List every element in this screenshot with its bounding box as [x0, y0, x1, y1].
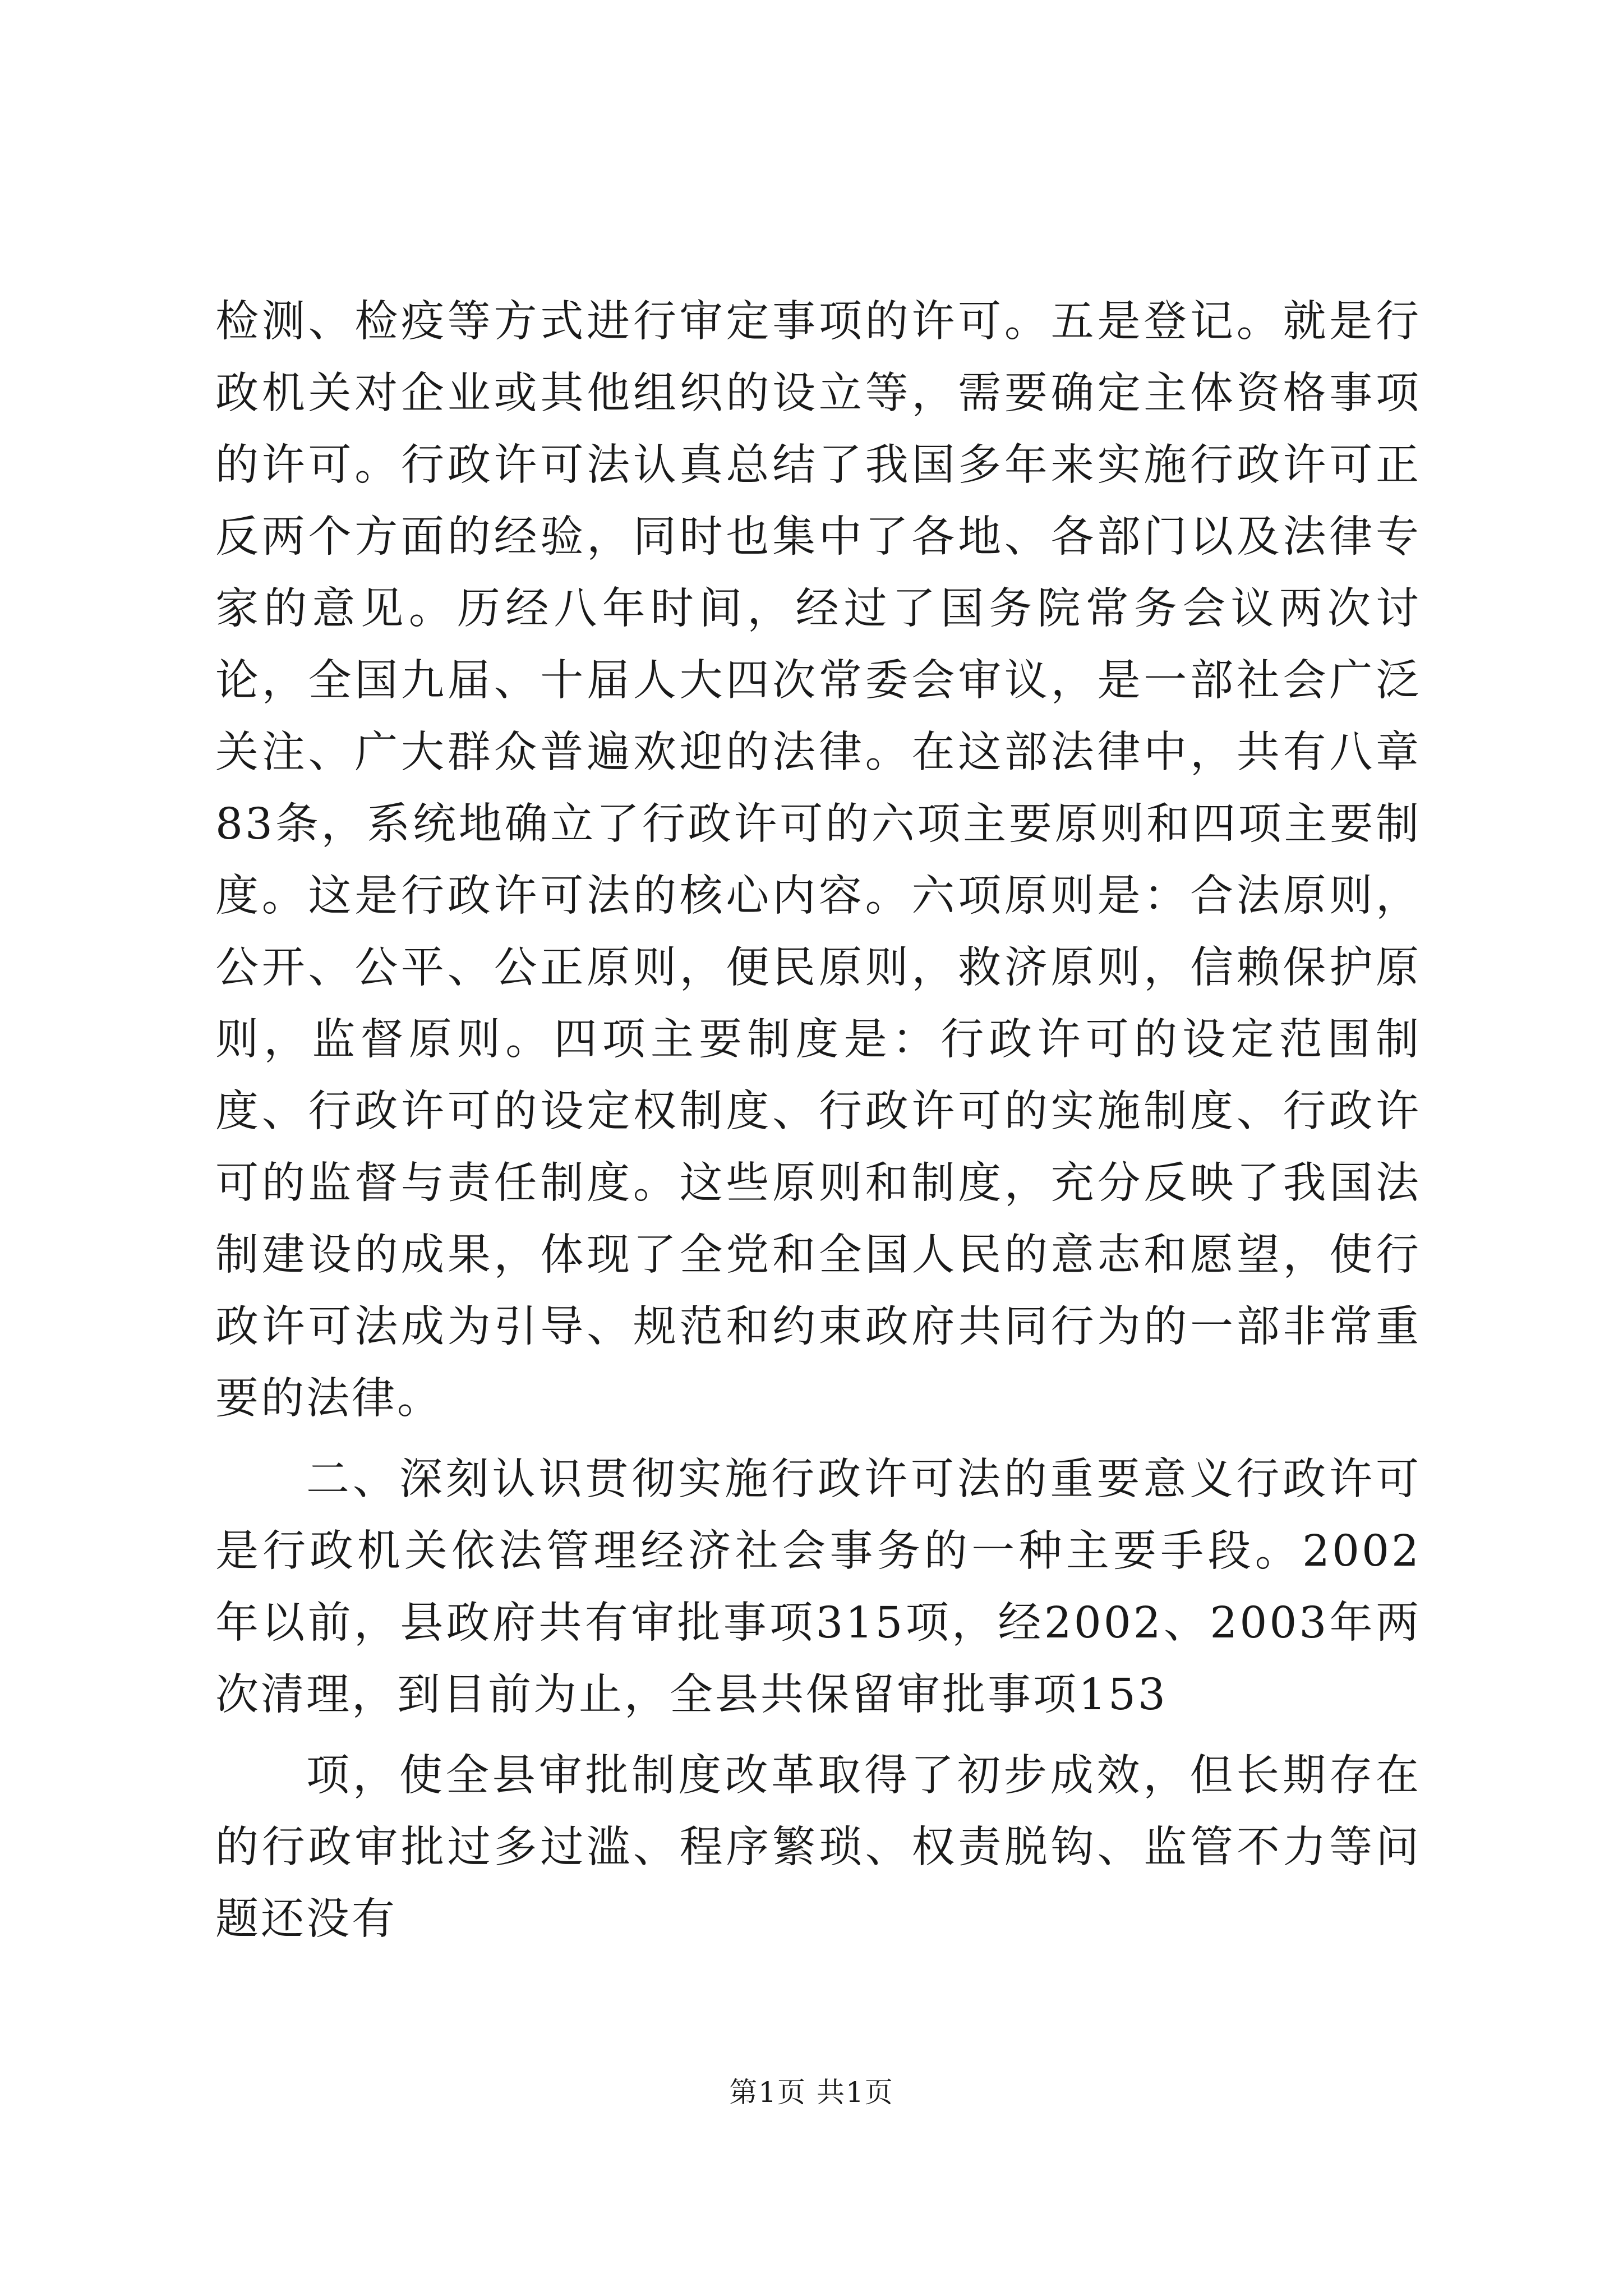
document-body	[215, 286, 1421, 1955]
paragraph-section-two: 二、深刻认识贯彻实施行政许可法的重要意义行政许可是行政机关依法管理经济社会事务的一种主要手段。2002年以前，县政府共有审批事项315项，经2002、2003年两次清理，到目前为止，全县共保留审批事项153	[215, 1455, 1421, 1720]
paragraph-continuation: 检测、检疫等方式进行审定事项的许可。五是登记。就是行政机关对企业或其他组织的设立等，需要确定主体资格事项的许可。行政许可法认真总结了我国多年来实施行政许可正反两个方面的经验，同时也集中了各地、各部门以及法律专家的意见。历经八年时间，经过了国务院常务会议两次讨论，全国九届、十届人大四次常委会审议，是一部社会广泛关注、广大群众普遍欢迎的法律。在这部法律中，共有八章83条，系统地确立了行政许可的六项主要原则和四项主要制度。这是行政许可法的核心内容。六项原则是：合法原则，公开、公平、公正原则，便民原则，救济原则，信赖保护原则，监督原则。四项主要制度是：行政许可的设定范围制度、行政许可的设定权制度、行政许可的实施制度、行政许可的监督与责任制度。这些原则和制度，充分反映了我国法制建设的成果，体现了全党和全国人民的意志和愿望，使行政许可法成为引导、规范和约束政府共同行为的一部非常重要的法律。	[215, 297, 1421, 1424]
page-number-footer: 第1页 共1页	[729, 2076, 894, 2109]
paragraph-review-results: 项，使全县审批制度改革取得了初步成效，但长期存在的行政审批过多过滥、程序繁琐、权责脱钩、监管不力等问题还没有	[215, 1751, 1421, 1944]
